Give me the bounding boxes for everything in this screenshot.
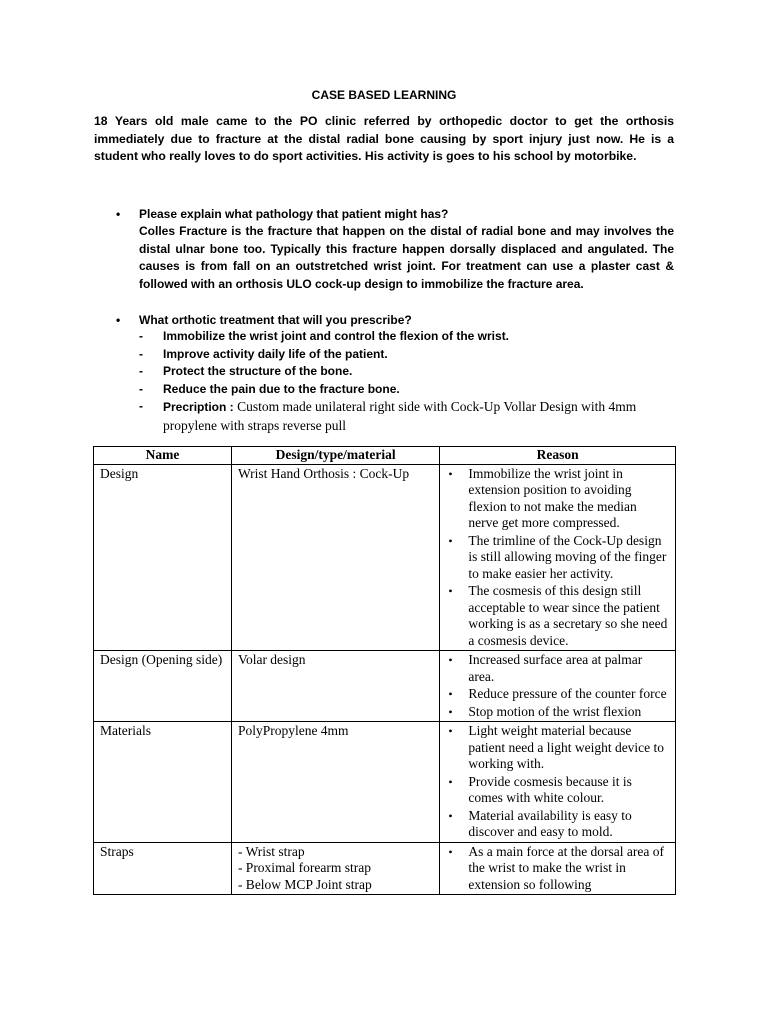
prescription-text: Custom made unilateral right side with Cock-Up Vollar Design with 4mm propylene with straps reverse pull (163, 399, 637, 433)
treatment-item-text: Immobilize the wrist joint and control the flexion of the wrist. (163, 329, 510, 343)
dash-marker: - (139, 329, 143, 343)
reason-text: Material availability is easy to discover and easy to mold. (468, 807, 632, 839)
reason-text: The cosmesis of this design still acceptable to wear since the patient working is as a secretary so she need a cosmesis device. (468, 583, 668, 648)
list-item (139, 346, 674, 364)
cell-name: Design (Opening side) (94, 651, 232, 722)
treatment-item-text: Reduce the pain due to the fracture bone. (163, 381, 400, 396)
reason-text: Increased surface area at palmar area. (468, 652, 643, 684)
bullet-icon: • (448, 808, 453, 823)
strap-line: - Proximal forearm strap (237, 860, 372, 875)
reason-item (446, 583, 669, 649)
bullet-icon: • (448, 724, 453, 738)
table-row (94, 464, 676, 651)
list-item (139, 328, 674, 346)
prescription-label: Precription : (163, 400, 234, 414)
orthosis-table (93, 446, 676, 895)
list-item (139, 363, 674, 381)
bullet-icon: • (116, 313, 121, 327)
cell-design: Volar design (231, 651, 439, 722)
treatment-item-text: Protect the structure of the bone. (163, 364, 353, 378)
treatment-item-text: Improve activity daily life of the patient. (163, 346, 388, 361)
column-header-name: Name (94, 447, 232, 465)
reason-list (446, 466, 669, 650)
dash-marker: - (139, 381, 143, 396)
reason-list (446, 652, 669, 720)
treatment-list (139, 328, 674, 435)
dash-marker: - (139, 364, 143, 378)
cell-reason (440, 842, 676, 895)
reason-text: Light weight material because patient need a light weight device to working with. (468, 723, 665, 771)
bullet-icon: • (116, 207, 121, 221)
reason-item (446, 652, 669, 685)
reason-item (446, 686, 669, 703)
column-header-reason: Reason (440, 447, 676, 465)
bullet-icon: • (448, 653, 453, 667)
reason-item (446, 723, 669, 773)
reason-item (446, 808, 669, 841)
cell-design (231, 842, 439, 895)
reason-text: Provide cosmesis because it is comes with white colour. (468, 773, 632, 805)
reason-text: As a main force at the dorsal area of the wrist to make the wrist in extension so following (468, 843, 665, 892)
reason-item (446, 774, 669, 807)
reason-item (446, 844, 669, 894)
bullet-icon: • (448, 584, 453, 598)
cell-design: Wrist Hand Orthosis : Cock-Up (231, 464, 439, 651)
cell-name: Design (94, 464, 232, 651)
table-header-row (94, 447, 676, 465)
strap-line: - Below MCP Joint strap (237, 876, 372, 892)
table-row (94, 842, 676, 895)
reason-text: Stop motion of the wrist flexion (468, 703, 642, 719)
list-item (139, 381, 674, 399)
dash-marker: - (139, 346, 143, 361)
bullet-icon: • (448, 844, 453, 859)
cell-name: Materials (94, 722, 232, 843)
reason-text: The trimline of the Cock-Up design is still allowing moving of the finger to make easier her activity. (468, 532, 667, 581)
prescription-item (139, 398, 674, 435)
question-1-text: Please explain what pathology that patient might has? (139, 207, 449, 221)
bullet-icon: • (448, 687, 453, 701)
cell-name: Straps (94, 842, 232, 895)
cell-reason (440, 651, 676, 722)
document-title: CASE BASED LEARNING (311, 88, 457, 102)
dash-marker: - (139, 399, 143, 413)
reason-text: Immobilize the wrist joint in extension position to avoiding flexion to not make the median nerve get more compressed. (468, 465, 637, 530)
reason-list (446, 723, 669, 841)
bullet-icon: • (448, 774, 453, 789)
reason-item (446, 466, 669, 532)
bullet-icon: • (448, 466, 453, 481)
reason-text: Reduce pressure of the counter force (468, 686, 667, 701)
question-2-text: What orthotic treatment that will you prescribe? (139, 313, 412, 327)
cell-reason (440, 464, 676, 651)
table-row (94, 651, 676, 722)
table-row (94, 722, 676, 843)
cell-design: PolyPropylene 4mm (231, 722, 439, 843)
bullet-icon: • (448, 704, 453, 719)
reason-item (446, 533, 669, 583)
cell-reason (440, 722, 676, 843)
strap-line: - Wrist strap (237, 843, 305, 859)
reason-list (446, 844, 669, 894)
case-intro-paragraph: 18 Years old male came to the PO clinic referred by orthopedic doctor to get the orthosis immediately due to fracture at the distal radial bone causing by sport injury just now. He is a student who really loves to do sport activities. His activity is goes to his school by motorbike. (94, 114, 674, 163)
question-1-answer: Colles Fracture is the fracture that happen on the distal of radial bone and may involves the distal ulnar bone too. Typically this fracture happen dorsally displaced and angulated. The causes is from fall on an outstretched wrist joint. For treatment can use a plaster cast & followed with an orthosis ULO cock-up design to immobilize the fracture area. (139, 224, 674, 291)
column-header-design: Design/type/material (231, 447, 439, 465)
reason-item (446, 704, 669, 721)
bullet-icon: • (448, 533, 453, 548)
